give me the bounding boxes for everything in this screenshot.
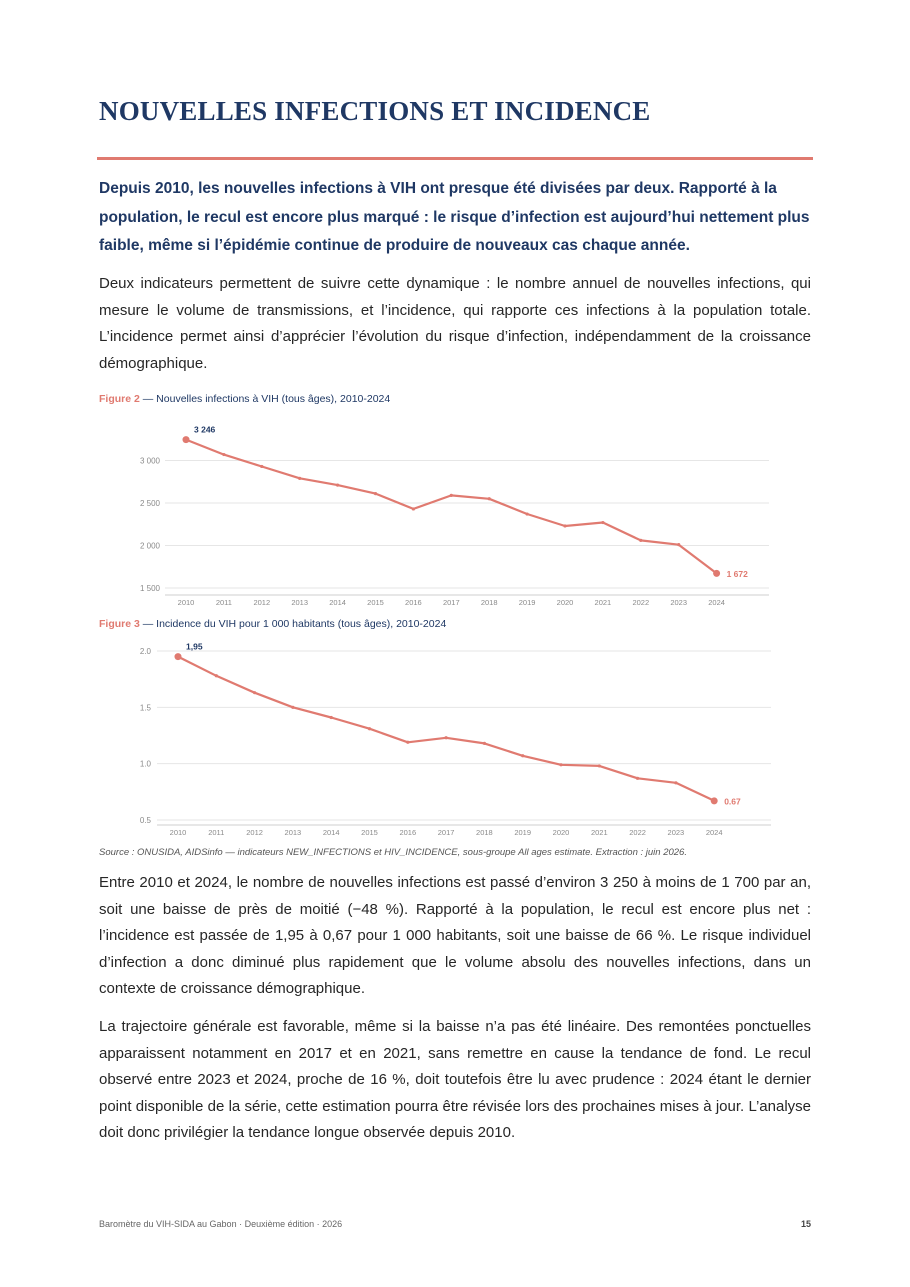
incidence-chart [99,638,789,840]
x-tick-label: 2019 [514,828,532,837]
new-infections-chart [99,412,789,612]
data-point [598,764,601,767]
x-tick-label: 2015 [367,598,384,607]
figure-2-title: — Nouvelles infections à VIH (tous âges), 2010-2024 [139,393,391,405]
data-point [412,507,415,510]
data-point [559,763,562,766]
y-tick-label: 1 500 [139,584,160,593]
x-tick-label: 2024 [708,598,725,607]
x-tick-label: 2012 [246,828,263,837]
data-point [336,484,339,487]
endpoint-marker [713,570,720,577]
figure-2-caption [99,393,390,405]
y-tick-label: 1.5 [139,703,151,713]
y-tick-label: 2 500 [139,499,160,508]
figure-2-number: Figure 2 [99,393,140,405]
y-tick-label: 3 000 [139,456,160,466]
data-point [677,543,680,546]
lead-paragraph: Depuis 2010, les nouvelles infections à VIH ont presque été divisées par deux. Rapporté à la population, le recul est encore plus marqué : le risque d’infection est aujourd’hui nettement plus faible, même si l’épidémie continue de produire de nouveaux cas chaque année. [99,180,810,254]
x-tick-label: 2023 [667,828,685,837]
footer-text: Baromètre du VIH-SIDA au Gabon · Deuxième édition · 2026 [99,1219,343,1229]
endpoint-marker [175,653,182,660]
data-point [253,691,256,694]
x-tick-label: 2018 [476,828,493,837]
analysis-paragraph-2: La trajectoire générale est favorable, même si la baisse n’a pas été linéaire. Des remontées ponctuelles apparaissent notamment en 2017 et en 2021, sans remettre en cause la tendance de fond. Le recul observé entre 2023 et 2024, proche de 16 %, doit toutefois être lu avec prudence : 2024 étant le dernier point disponible de la série, cette estimation pourra être révisée lors des prochaines mises à jour. L’analyse doit donc privilégier la tendance longue observée depuis 2010. [99,1018,811,1141]
x-tick-label: 2021 [590,828,608,837]
data-point [450,494,453,497]
first-value-label: 1,95 [186,641,203,652]
last-value-label: 0.67 [724,796,741,807]
x-tick-label: 2017 [437,828,455,837]
x-tick-label: 2011 [208,828,225,837]
x-tick-label: 2020 [556,598,574,607]
y-tick-label: 0.5 [139,816,151,825]
x-tick-label: 2015 [361,828,378,837]
figure-3-caption [99,618,446,630]
data-point [291,706,294,709]
data-point [639,539,642,542]
section-heading: NOUVELLES INFECTIONS ET INCIDENCE [99,96,651,126]
x-tick-label: 2016 [399,828,417,837]
x-tick-label: 2013 [291,598,309,607]
x-tick-label: 2021 [594,598,612,607]
last-value-label: 1 672 [726,568,748,579]
data-point [636,777,639,780]
x-tick-label: 2016 [405,598,422,607]
data-point [488,497,491,500]
x-tick-label: 2010 [177,598,195,607]
x-tick-label: 2020 [552,828,570,837]
x-tick-label: 2022 [629,828,646,837]
data-point [521,754,524,757]
data-point [222,453,225,456]
data-point [406,741,409,744]
data-point [601,521,604,524]
series-line [186,440,717,574]
data-point [330,716,333,719]
source-note: Source : ONUSIDA, AIDSinfo — indicateurs NEW_INFECTIONS et HIV_INCIDENCE, sous-groupe All ages estimate. Extraction : juin 2026. [99,847,687,858]
figure-3-number: Figure 3 [99,618,140,630]
data-point [260,465,263,468]
y-tick-label: 1.0 [139,759,151,769]
first-value-label: 3 246 [194,424,216,435]
x-tick-label: 2013 [284,828,302,837]
data-point [368,727,371,730]
intro-paragraph: Deux indicateurs permettent de suivre cette dynamique : le nombre annuel de nouvelles infections, qui mesure le volume de transmissions, et l’incidence, qui rapporte ces infections à la population totale. L’incidence permet ainsi d’apprécier l’évolution du risque d’infection, indépendamment de la croissance démographique. [99,275,811,372]
data-point [298,477,301,480]
figure-3-title: — Incidence du VIH pour 1 000 habitants (tous âges), 2010-2024 [139,618,447,630]
data-point [483,742,486,745]
data-point [563,524,566,527]
x-tick-label: 2017 [442,598,460,607]
y-tick-label: 2.0 [139,647,151,656]
analysis-paragraph-1: Entre 2010 et 2024, le nombre de nouvelles infections est passé d’environ 3 250 à moins de 1 700 par an, soit une baisse de près de moitié (−48 %). Rapporté à la population, le recul est encore plus net : l’incidence est passée de 1,95 à 0,67 pour 1 000 habitants, soit une baisse de 66 %. Le risque individuel d’infection a donc diminué plus rapidement que le volume absolu des nouvelles infections, dans un contexte de croissance démographique. [99,874,811,997]
data-point [674,781,677,784]
x-tick-label: 2019 [518,598,536,607]
x-tick-label: 2014 [329,598,346,607]
data-point [374,492,377,495]
data-point [215,674,218,677]
data-point [445,736,448,739]
x-tick-label: 2011 [215,598,232,607]
x-tick-label: 2010 [169,828,187,837]
endpoint-marker [183,436,190,443]
x-tick-label: 2018 [480,598,498,607]
x-tick-label: 2014 [322,828,340,837]
endpoint-marker [711,797,718,804]
x-tick-label: 2012 [253,598,271,607]
x-tick-label: 2022 [632,598,650,607]
series-line [178,657,714,801]
page-number: 15 [800,1219,811,1229]
x-tick-label: 2023 [670,598,688,607]
y-tick-label: 2 000 [139,541,160,551]
heading-divider [97,157,813,160]
data-point [526,512,529,515]
x-tick-label: 2024 [705,828,723,837]
